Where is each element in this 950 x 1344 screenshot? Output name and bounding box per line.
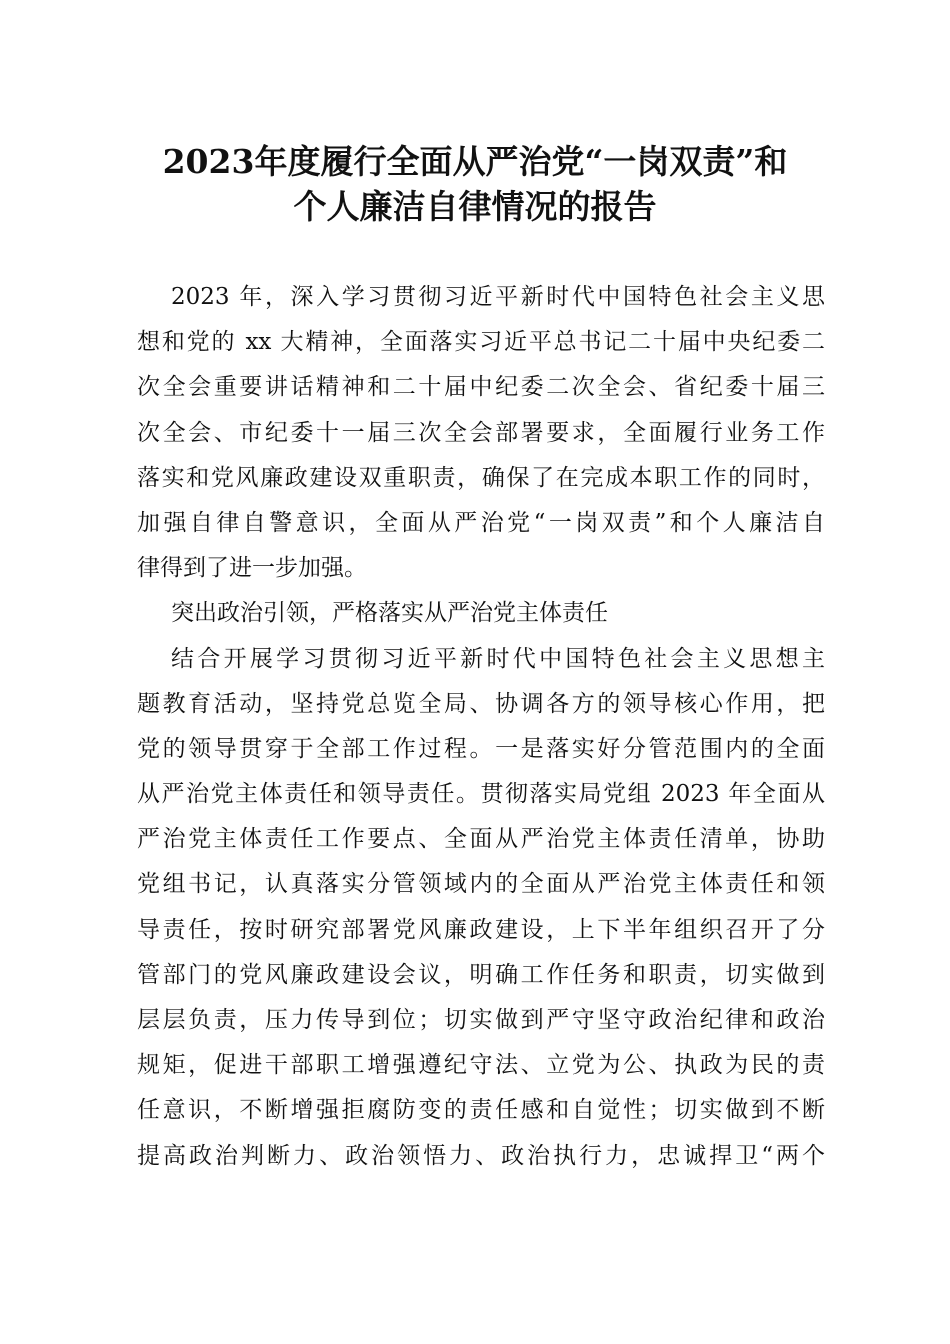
text-line: 律得到了进一步加强。 <box>137 555 367 582</box>
section-heading <box>137 591 825 636</box>
text-line: 提高政治判断力、政治领悟力、政治执行力，忠诚捍卫“两个 <box>137 1142 825 1169</box>
text-line: 从严治党主体责任和领导责任。贯彻落实局党组 2023 年全面从 <box>137 781 825 808</box>
document-title-line-2: 个人廉洁自律情况的报告 <box>293 187 657 226</box>
text-line: 突出政治引领，严格落实从严治党主体责任 <box>171 600 608 627</box>
text-line: 规矩，促进干部职工增强遵纪守法、立党为公、执政为民的责 <box>137 1052 825 1079</box>
text-line: 层层负责，压力传导到位；切实做到严守坚守政治纪律和政治 <box>137 1007 825 1033</box>
document-title-line-1: 2023年度履行全面从严治党“一岗双责”和 <box>162 142 788 181</box>
text-line: 严治党主体责任工作要点、全面从严治党主体责任清单，协助 <box>137 826 825 853</box>
text-line: 结合开展学习贯彻习近平新时代中国特色社会主义思想主 <box>171 645 825 672</box>
text-line: 次全会重要讲话精神和二十届中纪委二次全会、省纪委十届三 <box>137 374 825 401</box>
paragraph <box>137 637 825 1179</box>
text-line: 管部门的党风廉政建设会议，明确工作任务和职责，切实做到 <box>137 961 825 988</box>
text-line: 落实和党风廉政建设双重职责，确保了在完成本职工作的同时， <box>137 464 825 491</box>
text-line: 题教育活动，坚持党总览全局、协调各方的领导核心作用，把 <box>137 690 825 717</box>
text-line: 党的领导贯穿于全部工作过程。一是落实好分管范围内的全面 <box>137 735 825 762</box>
text-line: 2023 年，深入学习贯彻习近平新时代中国特色社会主义思 <box>171 284 825 310</box>
paragraph <box>137 275 825 591</box>
document-body <box>137 275 825 1179</box>
text-line: 次全会、市纪委十一届三次全会部署要求，全面履行业务工作 <box>137 419 825 446</box>
text-line: 加强自律自警意识，全面从严治党“一岗双责”和个人廉洁自 <box>137 509 825 536</box>
text-line: 导责任，按时研究部署党风廉政建设，上下半年组织召开了分 <box>137 916 825 943</box>
text-line: 任意识，不断增强拒腐防变的责任感和自觉性；切实做到不断 <box>137 1097 825 1124</box>
text-line: 党组书记，认真落实分管领域内的全面从严治党主体责任和领 <box>137 871 825 898</box>
text-line: 想和党的 xx 大精神，全面落实习近平总书记二十届中央纪委二 <box>137 329 825 356</box>
